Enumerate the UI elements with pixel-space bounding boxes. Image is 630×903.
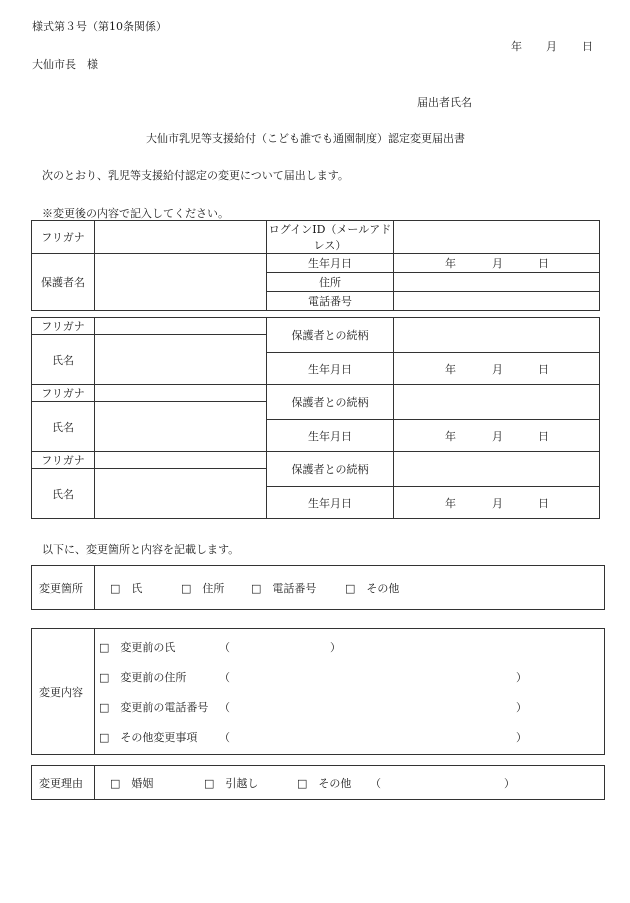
child-furigana-label: フリガナ	[32, 452, 95, 469]
note-text: ※変更後の内容で記入してください。	[42, 207, 229, 220]
guardian-table	[31, 220, 600, 311]
day-label: 日	[538, 257, 549, 270]
checkbox-moving[interactable]: □ 引越し	[204, 777, 259, 790]
child-birth-label: 生年月日	[267, 353, 394, 385]
paren-close: ）	[330, 641, 341, 654]
child-relation-field[interactable]	[394, 385, 600, 420]
guardian-birth-label: 生年月日	[267, 254, 394, 273]
checkbox-phone[interactable]: □ 電話番号	[251, 582, 317, 595]
addressee: 大仙市長 様	[32, 58, 98, 71]
child-furigana-field[interactable]	[95, 452, 267, 469]
guardian-address-field[interactable]	[394, 273, 600, 292]
guardian-name-field[interactable]	[95, 254, 267, 311]
change-location-divider	[94, 566, 95, 609]
checkbox-marriage[interactable]: □ 婚姻	[110, 777, 154, 790]
checkbox-surname[interactable]: □ 氏	[110, 582, 143, 595]
guardian-address-label: 住所	[267, 273, 394, 292]
guardian-furigana-label: フリガナ	[32, 221, 95, 254]
month-label: 月	[492, 362, 503, 376]
guardian-phone-label: 電話番号	[267, 292, 394, 311]
child-name-label: 氏名	[32, 469, 95, 519]
paren-close: ）	[516, 701, 527, 714]
date-month: 月	[546, 40, 557, 53]
change-reason-label: 変更理由	[39, 777, 83, 790]
guardian-furigana-field[interactable]	[95, 221, 267, 254]
child-name-field[interactable]	[95, 335, 267, 385]
form-number: 様式第３号（第10条関係）	[32, 20, 167, 33]
checkbox-other-changes[interactable]: □ その他変更事項	[99, 731, 198, 744]
paren-open: （	[219, 731, 230, 744]
child-name-field[interactable]	[95, 469, 267, 519]
child-relation-label: 保護者との続柄	[267, 318, 394, 353]
checkbox-prev-surname[interactable]: □ 変更前の氏	[99, 641, 176, 654]
change-location-label: 変更箇所	[39, 582, 83, 595]
change-details-divider	[94, 629, 95, 754]
month-label: 月	[492, 429, 503, 443]
child-name-label: 氏名	[32, 335, 95, 385]
login-id-field[interactable]	[394, 221, 600, 254]
guardian-phone-field[interactable]	[394, 292, 600, 311]
paren-close: ）	[516, 671, 527, 684]
children-table	[31, 317, 600, 519]
child-furigana-field[interactable]	[95, 318, 267, 335]
paren-open: （	[219, 671, 230, 684]
login-id-label: ログインID（メールアドレス）	[267, 221, 394, 254]
child-furigana-field[interactable]	[95, 385, 267, 402]
paren-open: （	[219, 641, 230, 654]
child-relation-field[interactable]	[394, 452, 600, 487]
year-label: 年	[445, 496, 456, 510]
child-relation-label: 保護者との続柄	[267, 452, 394, 487]
child-furigana-label: フリガナ	[32, 318, 95, 335]
month-label: 月	[492, 496, 503, 510]
child-name-field[interactable]	[95, 402, 267, 452]
child-birth-label: 生年月日	[267, 487, 394, 519]
checkbox-prev-address[interactable]: □ 変更前の住所	[99, 671, 187, 684]
guardian-birth-field[interactable]	[394, 254, 600, 273]
applicant-name-label: 届出者氏名	[417, 96, 472, 109]
child-birth-field[interactable]	[394, 420, 600, 452]
child-birth-field[interactable]	[394, 353, 600, 385]
year-label: 年	[445, 257, 456, 270]
child-relation-field[interactable]	[394, 318, 600, 353]
change-details-label: 変更内容	[39, 686, 83, 699]
day-label: 日	[538, 362, 549, 376]
child-relation-label: 保護者との続柄	[267, 385, 394, 420]
intro-text: 次のとおり、乳児等支援給付認定の変更について届出します。	[42, 169, 349, 182]
date-day: 日	[582, 40, 593, 53]
year-label: 年	[445, 429, 456, 443]
change-intro: 以下に、変更箇所と内容を記載します。	[42, 543, 240, 556]
checkbox-other[interactable]: □ その他	[345, 582, 400, 595]
checkbox-reason-other[interactable]: □ その他	[297, 777, 352, 790]
paren-open: （	[370, 777, 381, 790]
month-label: 月	[492, 257, 503, 270]
child-birth-field[interactable]	[394, 487, 600, 519]
page-title: 大仙市乳児等支援給付（こども誰でも通園制度）認定変更届出書	[146, 132, 465, 145]
child-furigana-label: フリガナ	[32, 385, 95, 402]
day-label: 日	[538, 429, 549, 443]
child-name-label: 氏名	[32, 402, 95, 452]
checkbox-prev-phone[interactable]: □ 変更前の電話番号	[99, 701, 209, 714]
year-label: 年	[445, 362, 456, 376]
checkbox-address[interactable]: □ 住所	[181, 582, 225, 595]
paren-close: ）	[516, 731, 527, 744]
guardian-name-label: 保護者名	[32, 254, 95, 311]
child-birth-label: 生年月日	[267, 420, 394, 452]
paren-open: （	[219, 701, 230, 714]
change-reason-divider	[94, 766, 95, 799]
day-label: 日	[538, 496, 549, 510]
paren-close: ）	[504, 777, 515, 790]
date-year: 年	[511, 40, 522, 53]
